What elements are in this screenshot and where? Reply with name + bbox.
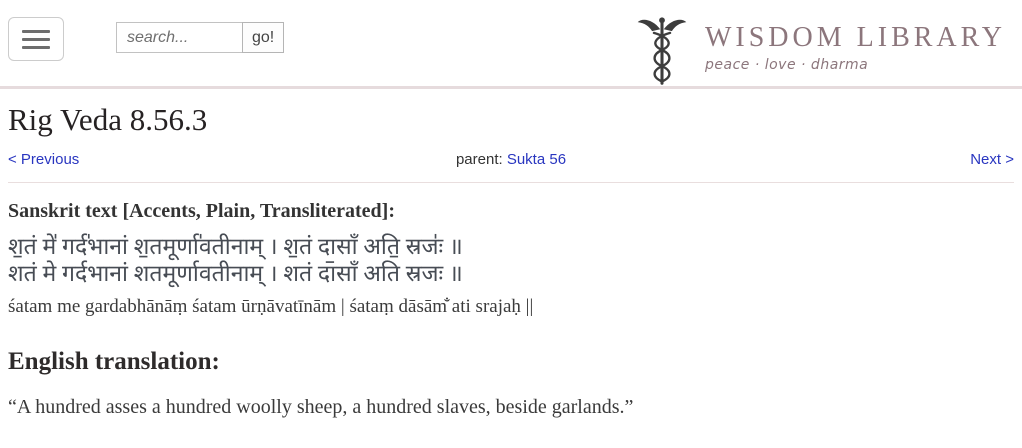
caduceus-icon [633,14,691,86]
site-logo[interactable] [633,14,1006,86]
sanskrit-section-heading: Sanskrit text [Accents, Plain, Transliterated]: [8,200,395,223]
page-title: Rig Veda 8.56.3 [8,102,208,137]
logo-title: WISDOM LIBRARY [704,22,1006,53]
verse-navigation [8,151,1014,183]
sanskrit-accented-line: श॒तं मे॑ गर्द॑भानां श॒तमूर्णा॑वतीनाम् । श॒तं दा॒साँ अति॒ स्रजः॑ ॥ [8,234,463,260]
search-form [116,22,284,53]
sanskrit-plain-line: शतं मे गर्दभानां शतमूर्णावतीनाम् । शतं दासाँ अति स्रजः ॥ [8,261,463,287]
english-translation-text: “A hundred asses a hundred woolly sheep, a hundred slaves, beside garlands.” [8,396,634,419]
search-go-button[interactable]: go! [242,22,284,53]
english-translation-heading: English translation: [8,348,220,376]
next-link[interactable]: Next > [970,151,1014,169]
hamburger-menu-button[interactable] [8,17,64,61]
previous-link[interactable]: < Previous [8,151,80,169]
logo-tagline: peace · love · dharma [704,57,869,73]
sanskrit-transliterated-line: śatam me gardabhānāṃ śatam ūrṇāvatīnām | śataṃ dāsām̐ ati srajaḥ || [8,296,534,318]
parent-label: parent: [455,151,503,169]
search-input[interactable] [116,22,242,53]
logo-text [705,14,1006,73]
site-header [0,0,1022,89]
main-content [0,103,1022,419]
parent-link[interactable]: Sukta 56 [506,151,567,169]
